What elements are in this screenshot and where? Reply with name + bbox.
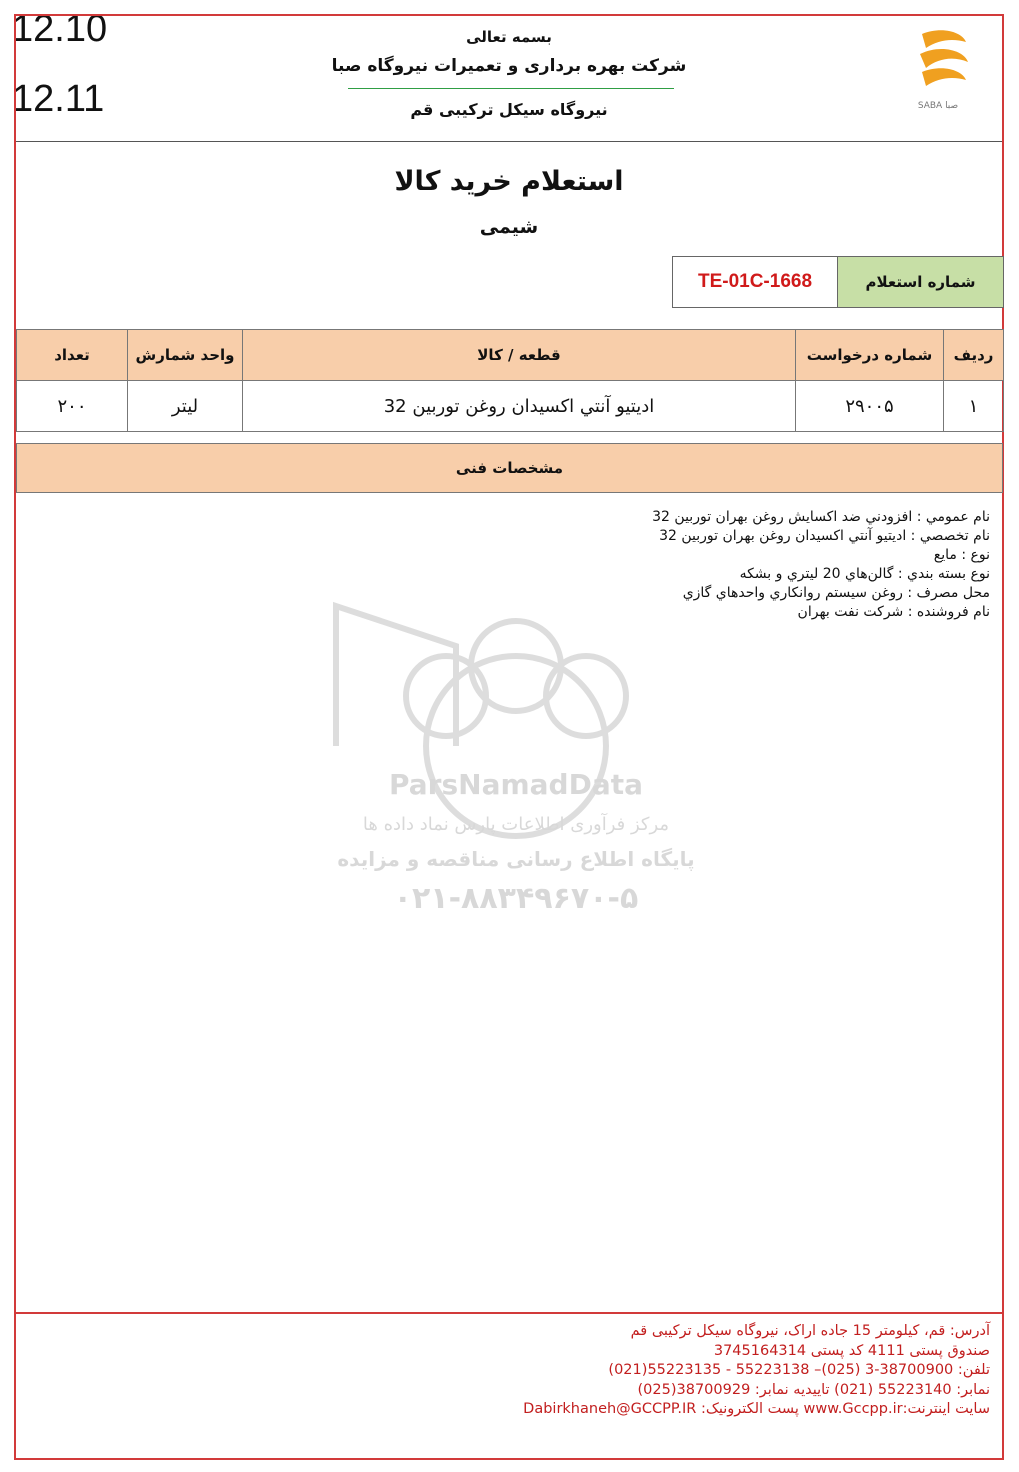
footer-web-email: سایت اینترنت:www.Gccpp.ir پست الکترونیک: Dabirkhaneh@GCCPP.IR [523,1401,990,1417]
table-header-row [17,330,1004,381]
logo-text: SABA صبا [917,101,959,111]
cell-item: اديتيو آنتي اكسيدان روغن توربين 32 [243,381,796,432]
spec-line: نام عمومي : افزودني ضد اكسايش روغن بهران توربين 32 [652,509,990,525]
document-frame [14,14,1004,1460]
watermark-brand: ParsNamadData [389,768,643,801]
saba-logo-icon [882,24,994,116]
cell-row-number: ١ [944,381,1004,432]
col-header-row-number: ردیف [944,330,1004,381]
parsnamad-watermark-icon [316,576,716,926]
footer-address: آدرس: قم، کیلومتر 15 جاده اراک، نیروگاه سیکل ترکیبی قم [630,1323,990,1339]
cell-quantity: ٢٠٠ [17,381,128,432]
cell-request-number: ٢٩٠٠۵ [796,381,944,432]
col-header-unit: واحد شمارش [128,330,243,381]
cell-unit: ليتر [128,381,243,432]
header-plant: نیروگاه سیکل ترکیبی قم [410,100,608,119]
spec-line: نام فروشنده : شركت نفت بهران [797,604,990,620]
footer-phone: تلفن: 38700900-3 (025)– 55223138 - 55223135(021) [608,1362,990,1378]
page-title: استعلام خرید کالا [394,166,624,197]
footer-po-box: صندوق پستی 4111 کد پستی 3745164314 [713,1342,990,1359]
inquiry-label: شماره استعلام [837,257,1003,307]
spec-line: نام تخصصي : اديتيو آنتي اكسيدان روغن بهران توربين 32 [659,528,990,544]
table-row [17,381,1004,432]
letterhead [16,16,1002,142]
handwritten-date-1: 12.10 [12,8,108,50]
header-invocation: بسمه تعالی [466,28,552,46]
spec-line: محل مصرف : روغن سيستم روانكاري واحدهاي گازي [682,585,990,601]
page-subtitle: شیمی [479,216,539,238]
inquiry-value: TE-01C-1668 [697,271,813,292]
header-company: شرکت بهره برداری و تعمیرات نیروگاه صبا [331,56,687,76]
spec-section-header: مشخصات فنی [16,443,1003,493]
spec-line: نوع بسته بندي : گالن‌هاي 20 ليتري و بشكه [739,566,990,582]
spec-line: نوع : مايع [933,547,990,563]
col-header-item: قطعه / کالا [243,330,796,381]
watermark-line1: مرکز فرآوری اطلاعات پارس نماد داده ها [362,814,670,835]
inquiry-number-box [672,256,1004,308]
footer-fax: نمابر: 55223140 (021) تاییدیه نمابر: 38700929(025) [637,1381,990,1398]
handwritten-date-2: 12.11 [12,78,105,120]
watermark-phone: ۰۲۱-۸۸۳۴۹۶۷۰-۵ [393,881,639,916]
watermark-line2: پایگاه اطلاع رسانی مناقصه و مزایده [337,847,695,871]
col-header-quantity: تعداد [17,330,128,381]
col-header-request-number: شماره درخواست [796,330,944,381]
footer-divider [16,1312,1002,1314]
items-table [16,329,1004,432]
footer-contact [523,1322,990,1420]
header-divider [348,88,674,89]
